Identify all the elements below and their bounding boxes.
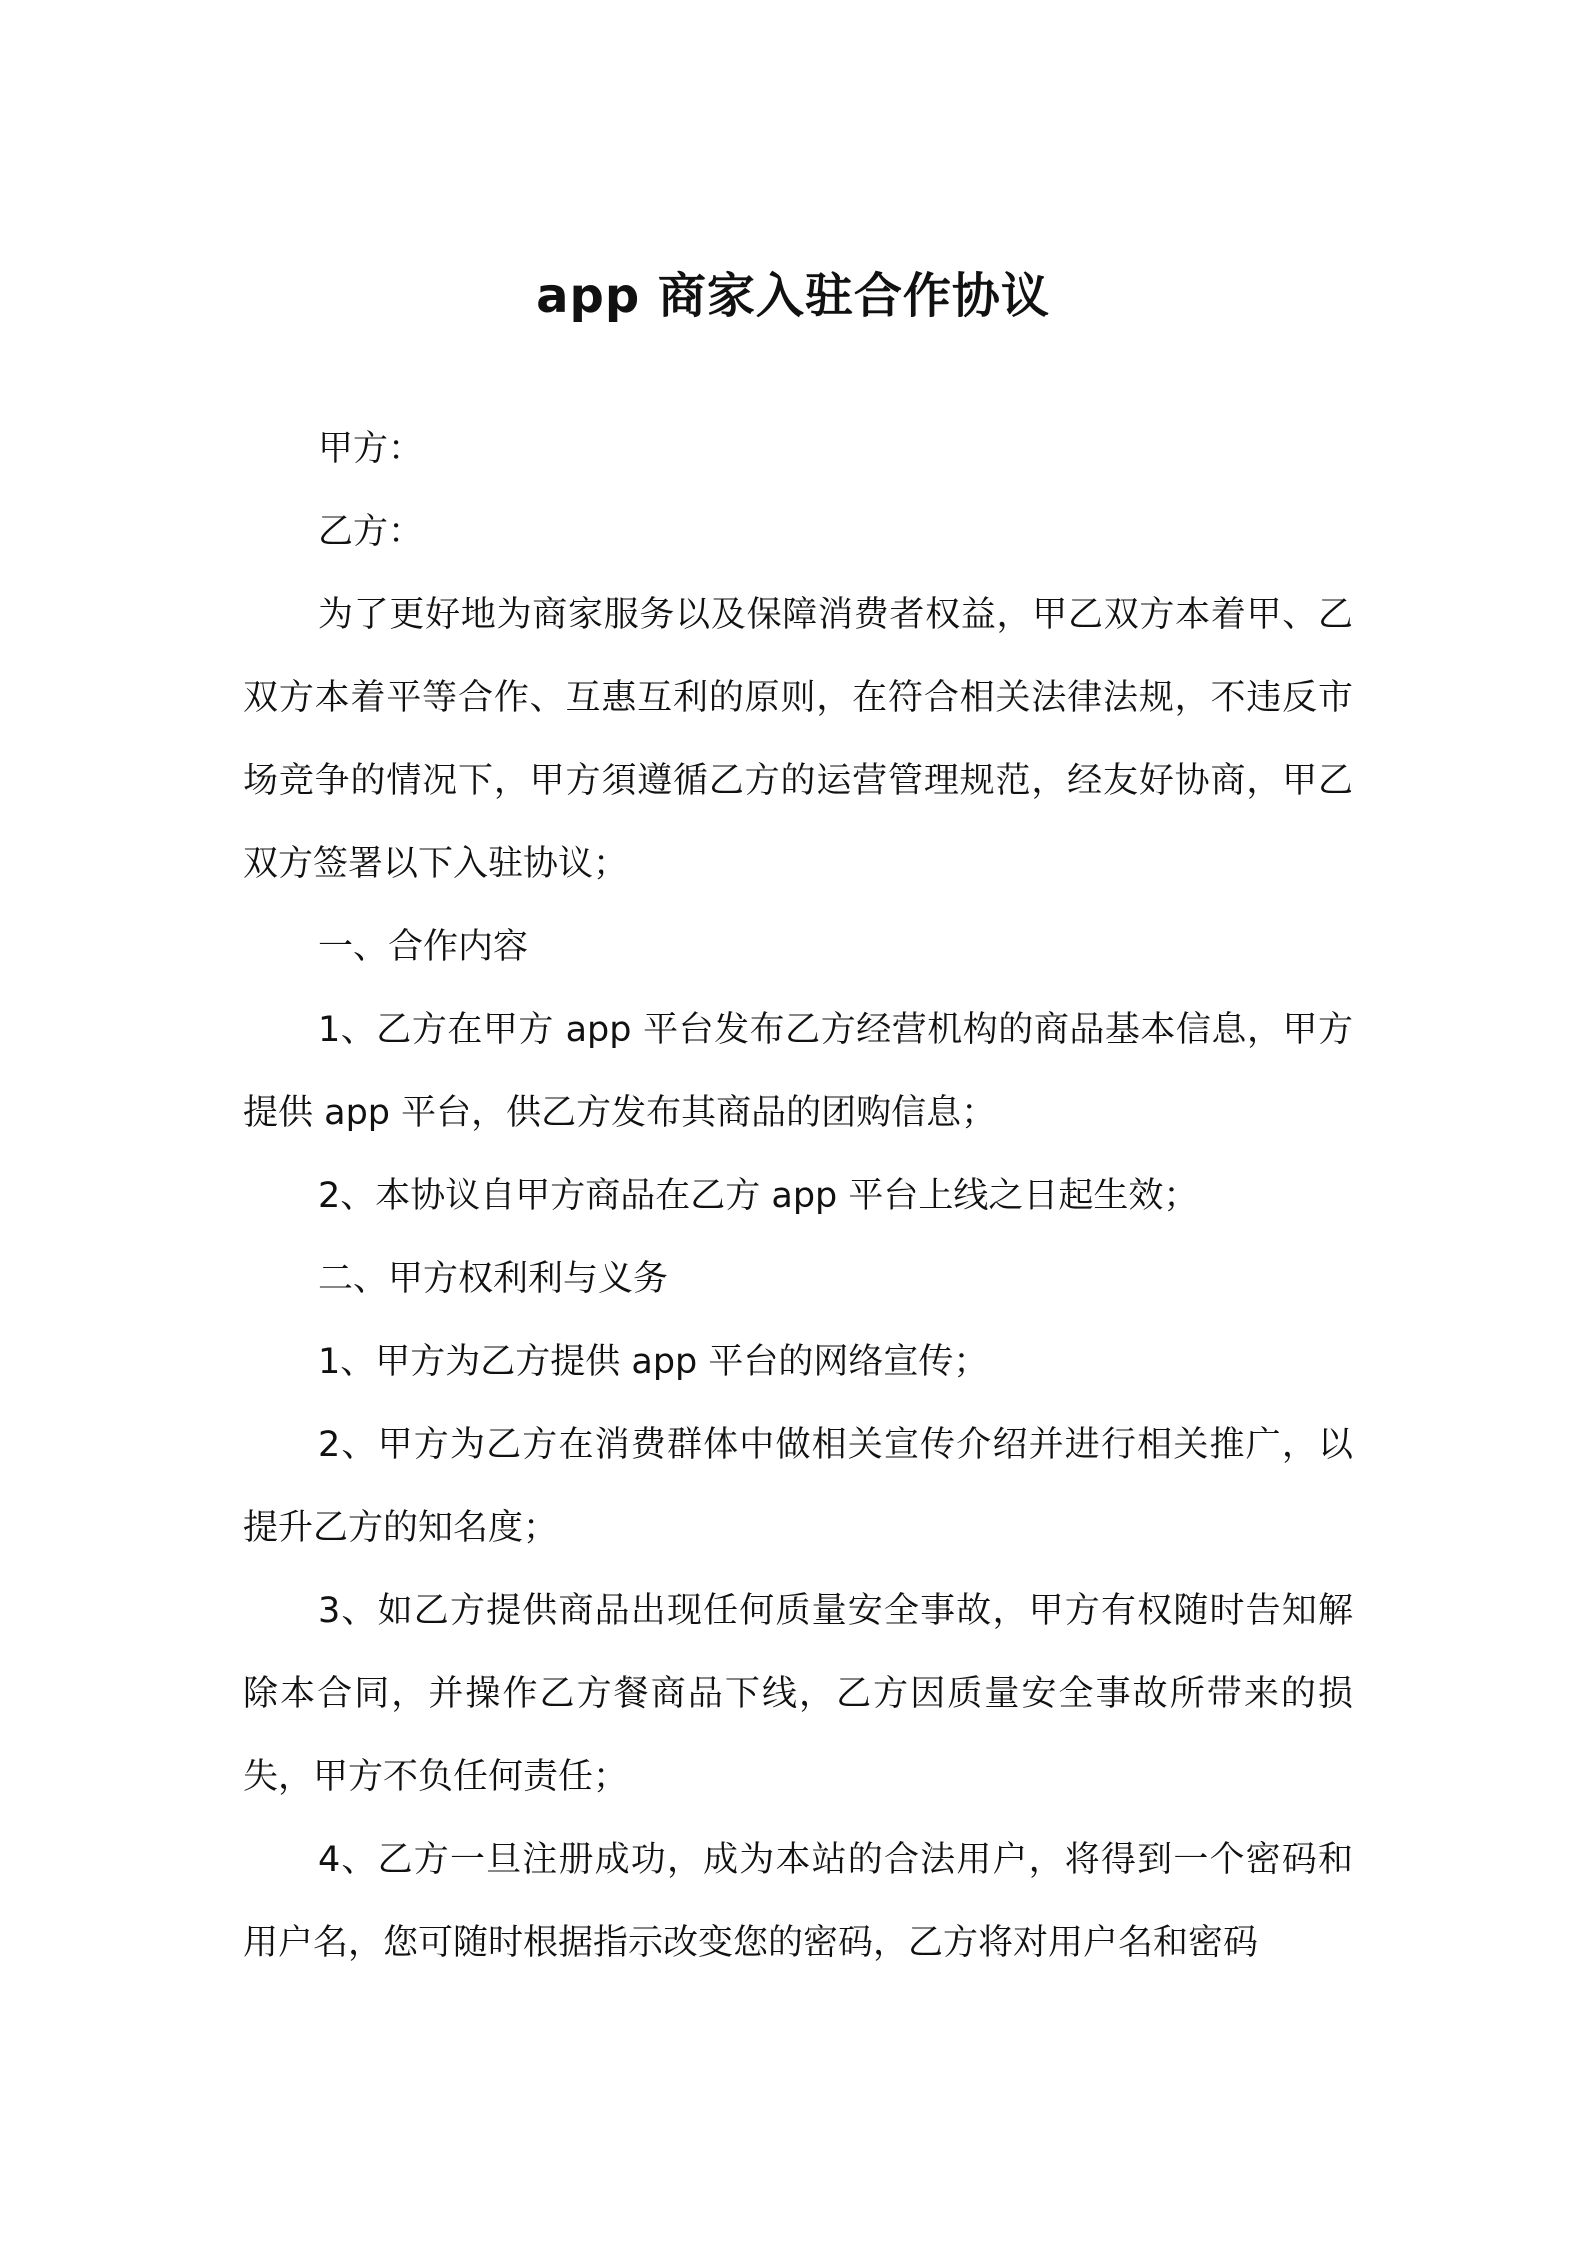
clause-2-1: 1、甲方为乙方提供 app 平台的网络宣传； (318, 1342, 989, 1382)
clause-2-4: 4、乙方一旦注册成功，成为本站的合法用户，将得到一个密码和用户名，您可随时根据指示改变您的密码，乙方将对用户名和密码 (243, 1840, 1353, 1963)
clause-1-2: 2、本协议自甲方商品在乙方 app 平台上线之日起生效； (318, 1176, 1199, 1216)
clause-2-2: 2、甲方为乙方在消费群体中做相关宣传介绍并进行相关推广，以提升乙方的知名度； (243, 1425, 1353, 1548)
document-title: app 商家入驻合作协议 (536, 268, 1050, 324)
clause-2-3: 3、如乙方提供商品出现任何质量安全事故，甲方有权随时告知解除本合同，并操作乙方餐商品下线，乙方因质量安全事故所带来的损失，甲方不负任何责任； (243, 1591, 1353, 1797)
section-heading-cooperation: 一、合作内容 (318, 927, 529, 967)
party-a-line: 甲方： (318, 429, 424, 469)
preamble-paragraph: 为了更好地为商家服务以及保障消费者权益，甲乙双方本着甲、乙双方本着平等合作、互惠互利的原则，在符合相关法律法规，不违反市场竞争的情况下，甲方須遵循乙方的运营管理规范，经友好协商，甲乙双方签署以下入驻协议； (243, 595, 1353, 884)
party-b-line: 乙方： (318, 512, 424, 552)
document-body (243, 408, 1353, 1985)
clause-1-1: 1、乙方在甲方 app 平台发布乙方经营机构的商品基本信息，甲方提供 app 平台，供乙方发布其商品的团购信息； (243, 1010, 1353, 1133)
section-heading-rights: 二、甲方权利利与义务 (318, 1259, 669, 1299)
